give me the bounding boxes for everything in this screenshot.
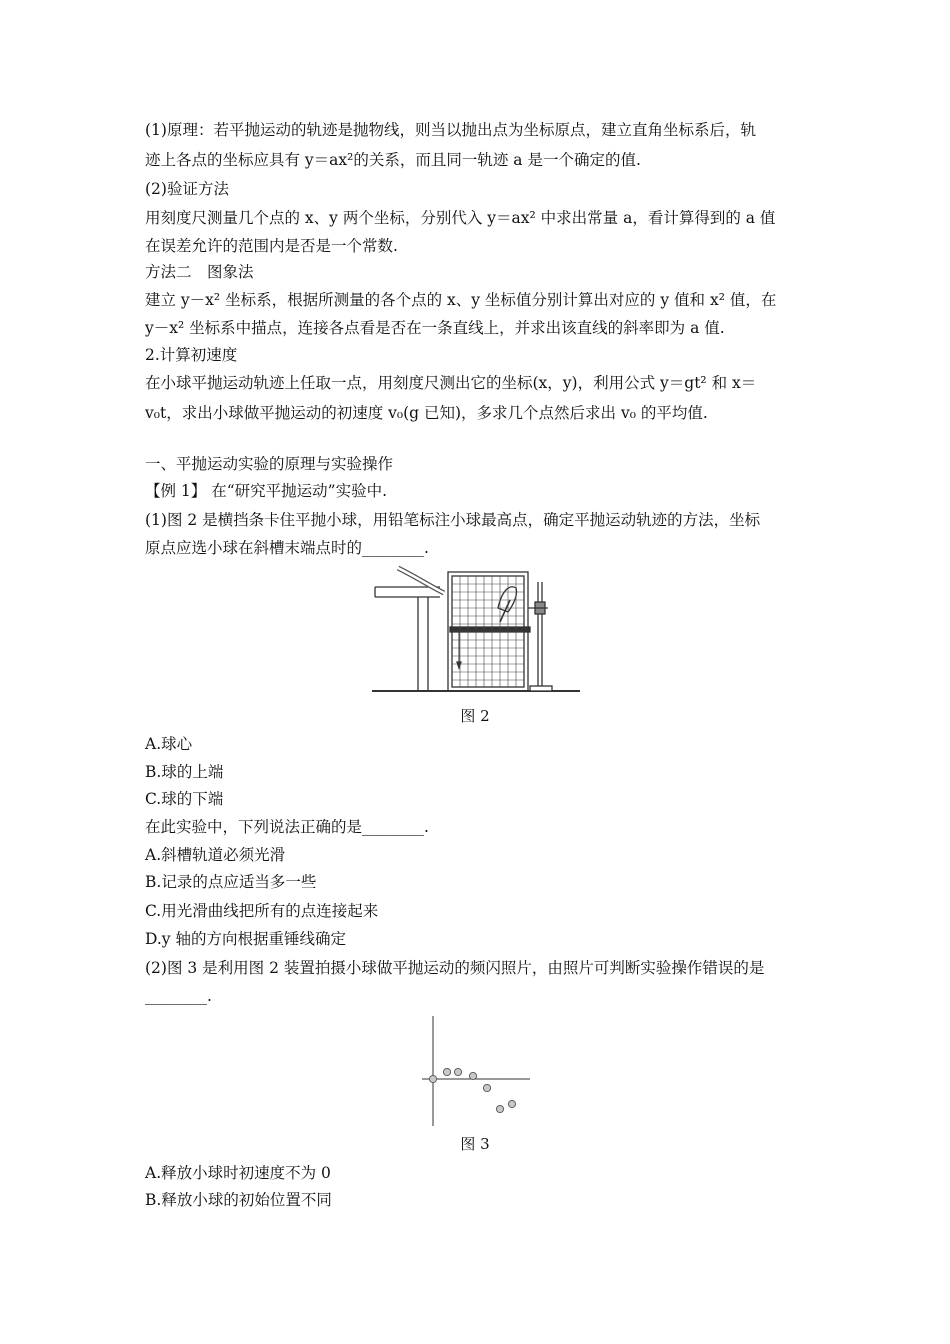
strobe-dot	[454, 1068, 461, 1075]
option-a: A.释放小球时初速度不为 0	[145, 1164, 331, 1182]
strobe-dot	[469, 1072, 476, 1079]
text-line: (2)图 3 是利用图 2 装置拍摄小球做平抛运动的频闪照片，由照片可判断实验操作错误的是	[145, 959, 765, 977]
figure-2-caption: 图 2	[460, 707, 490, 725]
option-b: B.球的上端	[145, 763, 224, 781]
option-d: D.y 轴的方向根据重锤线确定	[145, 930, 346, 948]
section-heading: 一、平抛运动实验的原理与实验操作	[145, 455, 394, 473]
text-line: 建立 y－x² 坐标系，根据所测量的各个点的 x、y 坐标值分别计算出对应的 y 值和 x² 值，在	[145, 291, 777, 309]
strobe-dot	[508, 1100, 515, 1107]
option-a: A.斜槽轨道必须光滑	[145, 846, 286, 864]
figure-3-caption: 图 3	[460, 1135, 490, 1153]
text-line: 迹上各点的坐标应具有 y＝ax²的关系，而且同一轨迹 a 是一个确定的值.	[145, 151, 641, 169]
text-line: (1)图 2 是横挡条卡住平抛小球，用铅笔标注小球最高点，确定平抛运动轨迹的方法，坐标	[145, 511, 761, 529]
text-line: 方法二 图象法	[145, 263, 254, 281]
option-c: C.球的下端	[145, 790, 224, 808]
text-line: 在此实验中，下列说法正确的是________.	[145, 818, 429, 836]
strobe-dot	[483, 1084, 490, 1091]
text-line: 在误差允许的范围内是否是一个常数.	[145, 237, 398, 255]
text-line: 原点应选小球在斜槽末端点时的________.	[145, 539, 429, 557]
option-b: B.释放小球的初始位置不同	[145, 1191, 332, 1209]
strobe-dot	[496, 1105, 503, 1112]
text-line: ________.	[145, 987, 212, 1005]
figure-2-apparatus	[370, 560, 582, 698]
strobe-dot	[429, 1075, 436, 1082]
text-line: 2.计算初速度	[145, 346, 238, 364]
text-line: (1)原理：若平抛运动的轨迹是抛物线，则当以抛出点为坐标原点，建立直角坐标系后，轨	[145, 121, 756, 139]
figure-3-strobe-photo	[420, 1012, 535, 1128]
option-b: B.记录的点应适当多一些	[145, 873, 317, 891]
text-line: 在小球平抛运动轨迹上任取一点，用刻度尺测出它的坐标(x，y)，利用公式 y＝gt² 和 x＝	[145, 374, 757, 392]
option-c: C.用光滑曲线把所有的点连接起来	[145, 902, 379, 920]
text-line: v₀t，求出小球做平抛运动的初速度 v₀(g 已知)，多求几个点然后求出 v₀ 的平均值.	[145, 404, 708, 422]
text-line: 用刻度尺测量几个点的 x、y 两个坐标，分别代入 y＝ax² 中求出常量 a，看计算得到的 a 值	[145, 209, 776, 227]
strobe-dot	[443, 1068, 450, 1075]
text-line: (2)验证方法	[145, 180, 229, 198]
example-heading: 【例 1】 在“研究平抛运动”实验中.	[145, 482, 387, 500]
option-a: A.球心	[145, 735, 193, 753]
text-line: y－x² 坐标系中描点，连接各点看是否在一条直线上，并求出该直线的斜率即为 a 值.	[145, 319, 725, 337]
